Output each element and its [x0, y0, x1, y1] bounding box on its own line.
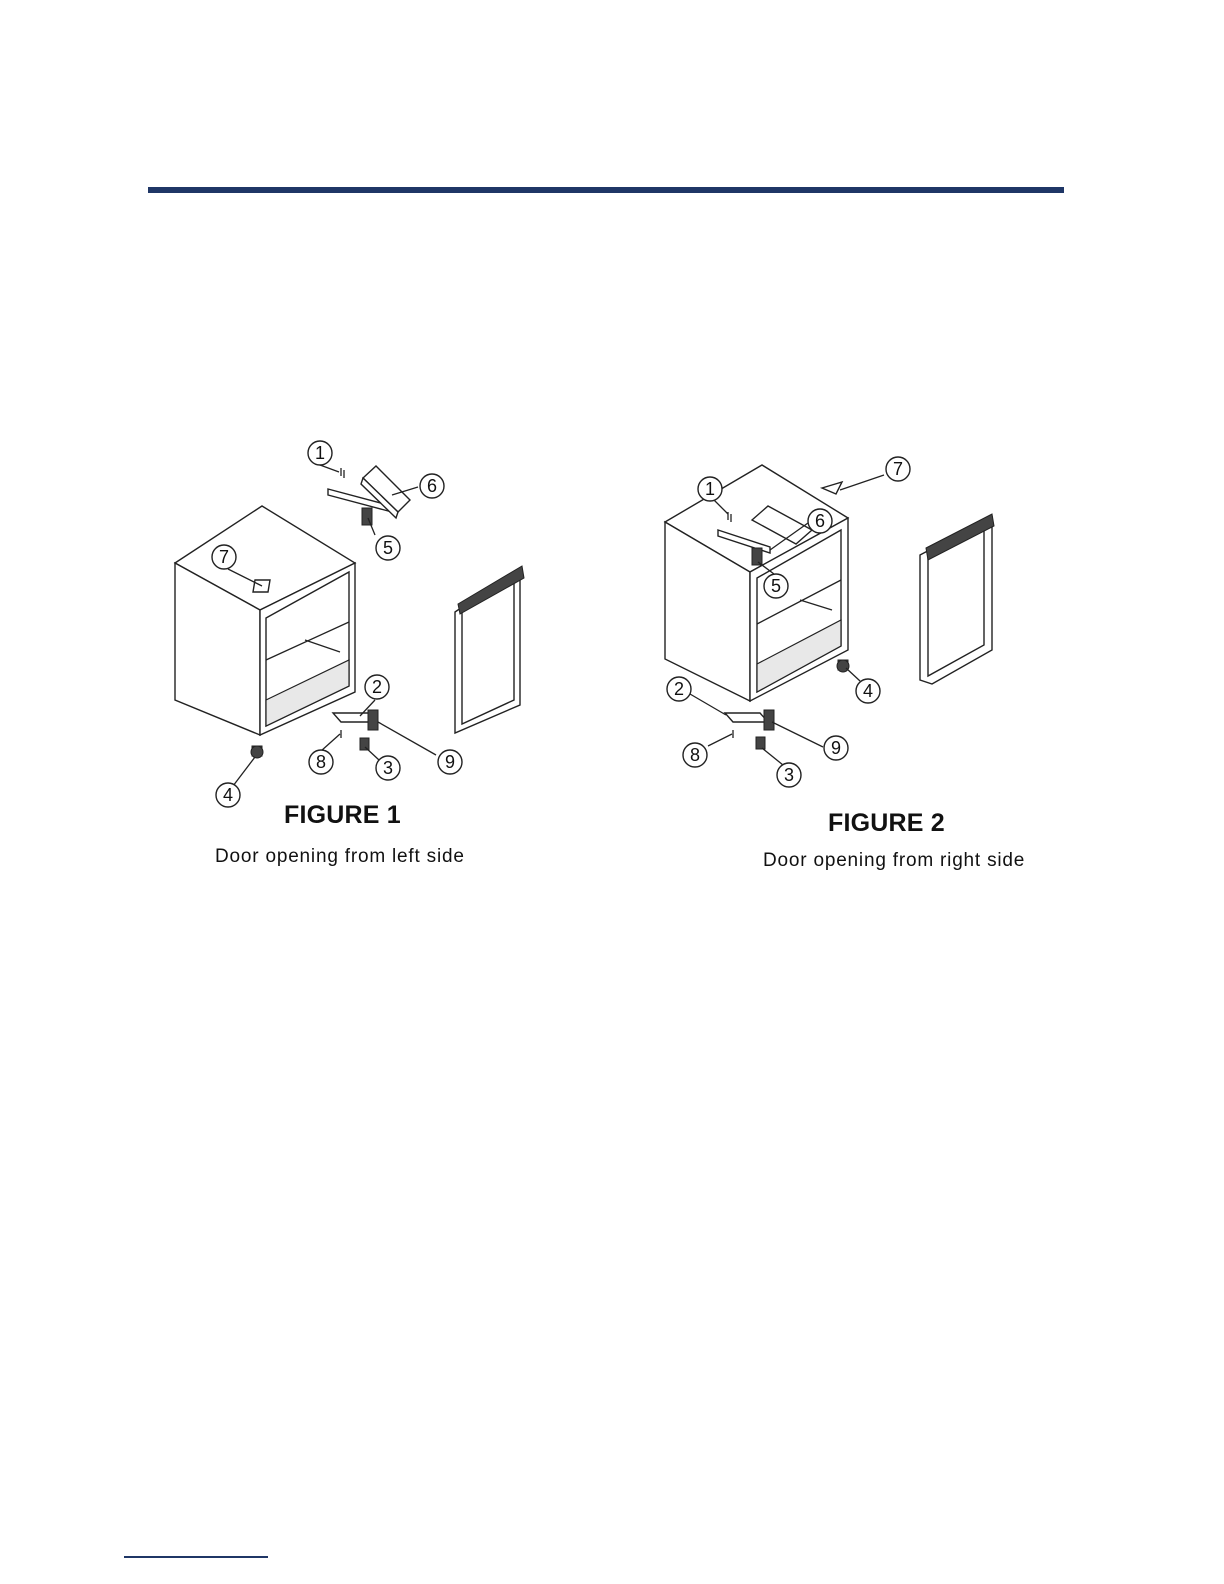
- fig2-callout-8: [683, 743, 707, 767]
- svg-text:6: 6: [426, 476, 438, 496]
- fig2-callout-1: [698, 477, 722, 501]
- fig2-callout-9: [824, 736, 848, 760]
- svg-text:4: 4: [862, 681, 874, 701]
- fig1-bottom-hinge: [333, 710, 378, 750]
- fig1-callout-4: [216, 783, 240, 807]
- fig1-callout-2: [365, 675, 389, 699]
- fig2-door: [920, 514, 994, 684]
- footer-rule: [124, 1556, 268, 1558]
- fig2-callout-3: [777, 763, 801, 787]
- svg-text:3: 3: [382, 758, 394, 778]
- fig2-callout-4: [856, 679, 880, 703]
- fig1-callout-1: [308, 441, 332, 465]
- fig1-callout-7: [212, 545, 236, 569]
- figure-2-illustration: [665, 457, 994, 787]
- svg-text:9: 9: [830, 738, 842, 758]
- svg-text:6: 6: [814, 511, 826, 531]
- fig2-callout-7: [886, 457, 910, 481]
- figure-2-title: FIGURE 2: [828, 809, 945, 837]
- fig1-callout-9: [438, 750, 462, 774]
- svg-text:5: 5: [770, 576, 782, 596]
- svg-text:1: 1: [314, 443, 326, 463]
- figure-1-caption: Door opening from left side: [215, 846, 465, 867]
- svg-text:8: 8: [315, 752, 327, 772]
- fig2-callout-5: [764, 574, 788, 598]
- fig1-callout-8: [309, 750, 333, 774]
- fig2-bottom-hinge: [725, 710, 774, 749]
- fig1-callout-5: [376, 536, 400, 560]
- fig2-cabinet: [665, 465, 849, 701]
- fig1-callout-6: [420, 474, 444, 498]
- svg-text:7: 7: [892, 459, 904, 479]
- figure-1-title: FIGURE 1: [284, 801, 401, 829]
- fig2-callout-2: [667, 677, 691, 701]
- fig1-cabinet: [175, 506, 355, 758]
- svg-text:2: 2: [673, 679, 685, 699]
- svg-text:3: 3: [783, 765, 795, 785]
- fig2-callout-6: [808, 509, 832, 533]
- fig1-door: [455, 566, 524, 733]
- svg-text:9: 9: [444, 752, 456, 772]
- svg-text:2: 2: [371, 677, 383, 697]
- svg-text:5: 5: [382, 538, 394, 558]
- svg-text:4: 4: [222, 785, 234, 805]
- svg-text:7: 7: [218, 547, 230, 567]
- svg-text:1: 1: [704, 479, 716, 499]
- svg-text:8: 8: [689, 745, 701, 765]
- figure-1-illustration: [175, 441, 524, 807]
- figure-2-caption: Door opening from right side: [763, 850, 1026, 871]
- fig1-callout-3: [376, 756, 400, 780]
